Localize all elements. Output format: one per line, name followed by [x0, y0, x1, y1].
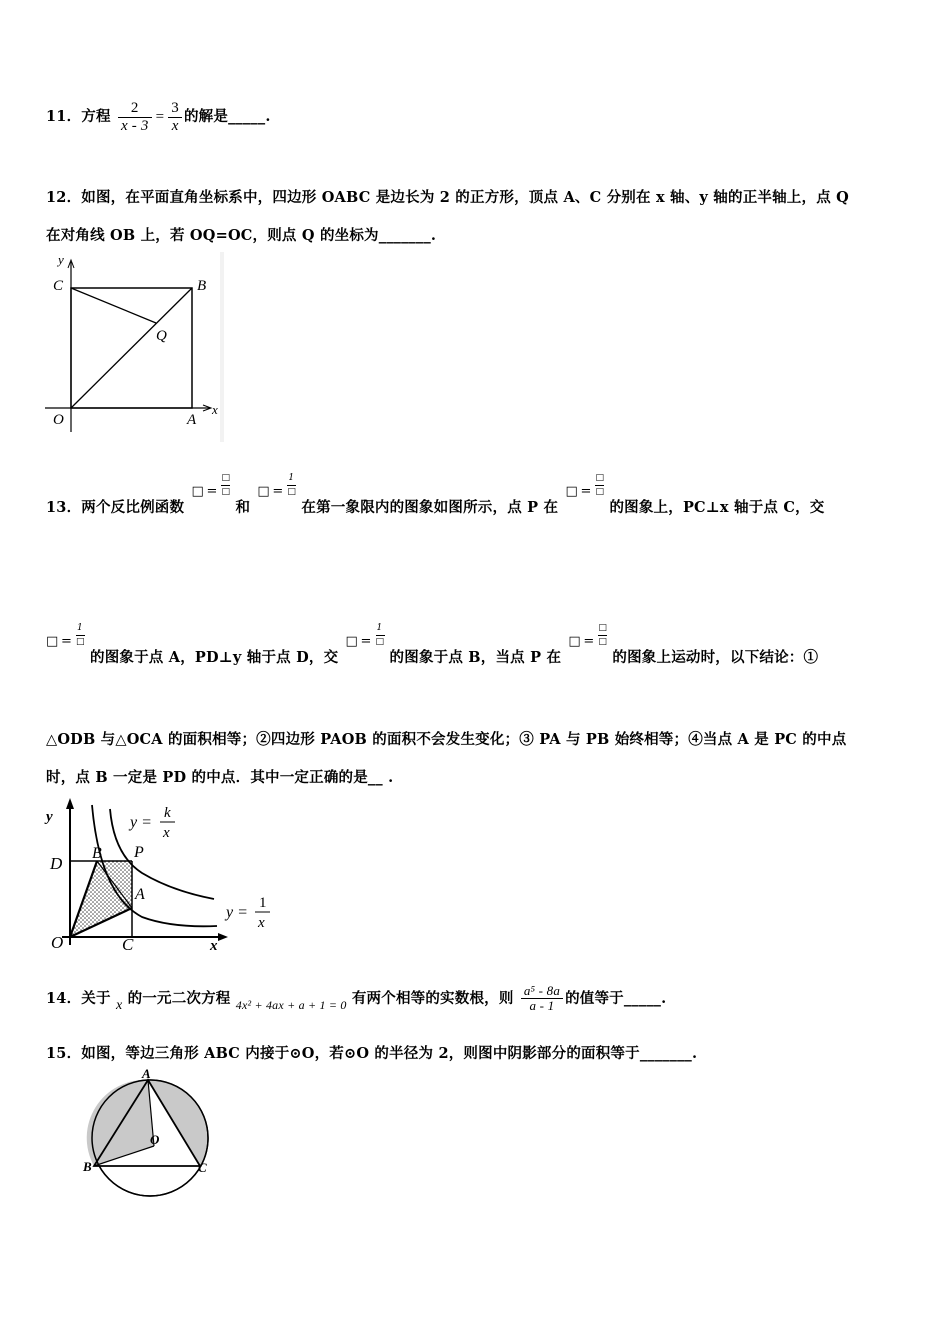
q13-curve1-y: y =: [130, 814, 152, 831]
q14-mid: 的一元二次方程: [127, 989, 231, 1007]
q13-curve2-num: 1: [259, 895, 267, 911]
question-14: [46, 984, 666, 1014]
q11-suffix: 的解是_____.: [183, 108, 271, 125]
question-15: 15．如图，等边三角形 ABC 内接于⊙O，若⊙O 的半径为 2，则图中阴影部分的面积等于_______.: [46, 1045, 698, 1062]
q13-label-O: O: [51, 933, 64, 952]
q13-label-y: y: [46, 809, 53, 825]
q13-part-b: 在第一象限内的图象如图所示，点 P 在: [301, 499, 559, 516]
q12-label-C: C: [53, 278, 64, 294]
q14-number: 14．: [46, 989, 82, 1007]
q13-curve2-y: y =: [226, 904, 248, 921]
q11-rhs-num: 3: [168, 100, 182, 118]
q13-func-2: □ = 1 □: [257, 473, 297, 499]
q13-part-c: 的图象上，PC⊥x 轴于点 C，交: [609, 499, 825, 516]
question-12-line1: 12．如图，在平面直角坐标系中，四边形 OABC 是边长为 2 的正方形，顶点 A、C 分别在 x 轴、y 轴的正半轴上，点 Q: [46, 189, 849, 206]
q12-label-Q: Q: [156, 328, 167, 344]
q13-label-C: C: [122, 935, 134, 954]
q13-func-4: □ = 1 □: [46, 623, 85, 649]
q13-part-e: 的图象于点 B，当点 P 在: [389, 649, 562, 666]
q13-label-B: B: [92, 845, 102, 862]
q11-lhs-fraction: [118, 100, 152, 134]
q14-equation: 4x² + 4ax + a + 1 = 0: [235, 997, 347, 1012]
q12-label-A: A: [187, 412, 197, 428]
q14-frac-num: a⁵ - 8a: [521, 984, 563, 999]
q14-frac-den: a - 1: [529, 998, 555, 1014]
q13-func-3: □ = □ □: [565, 473, 605, 499]
q14-suffix: 的值等于_____.: [565, 989, 667, 1007]
q11-number: 11．: [46, 108, 82, 125]
question-13-line2: [44, 623, 819, 678]
q13-label-P: P: [134, 844, 144, 861]
q12-label-y: y: [58, 252, 64, 267]
q13-figure: [42, 795, 292, 955]
q15-label-A: A: [142, 1066, 151, 1081]
q12-label-x: x: [212, 402, 218, 417]
q14-fraction: [521, 984, 563, 1014]
q15-label-C: C: [198, 1160, 207, 1175]
q13-func-1: □ = □ □: [191, 473, 231, 499]
question-12-line2: 在对角线 OB 上，若 OQ=OC，则点 Q 的坐标为_______.: [46, 227, 437, 244]
q13-curve2-den: x: [258, 915, 265, 931]
q13-label-x: x: [210, 938, 218, 954]
q13-number: 13．: [46, 499, 82, 516]
q11-lhs-den: x - 3: [120, 117, 149, 134]
q13-func-6: □ = □ □: [568, 623, 608, 649]
q14-variable: x: [115, 997, 123, 1013]
q13-part-a: 两个反比例函数: [81, 499, 185, 516]
q13-label-A: A: [135, 886, 145, 903]
q14-prefix: 关于: [81, 989, 111, 1007]
q15-figure: [80, 1066, 220, 1206]
q13-part-f: 的图象上运动时，以下结论：①: [612, 649, 819, 666]
q12-label-B: B: [197, 278, 207, 294]
q14-mid2: 有两个相等的实数根，则: [351, 989, 514, 1007]
q15-label-O: O: [150, 1132, 160, 1147]
q11-prefix: 方程: [81, 108, 111, 125]
q13-part-d: 的图象于点 A，PD⊥y 轴于点 D，交: [90, 649, 339, 666]
q13-curve1-num: k: [164, 805, 171, 821]
question-13-line4: 时，点 B 一定是 PD 的中点．其中一定正确的是__ .: [46, 769, 394, 786]
question-13-line1: [46, 473, 825, 528]
q13-func-5: □ = 1 □: [345, 623, 385, 649]
q11-equals: =: [155, 109, 165, 125]
q13-curve1-den: x: [163, 825, 170, 841]
q12-label-O: O: [53, 412, 64, 428]
q15-label-B: B: [83, 1159, 92, 1174]
question-11: [46, 100, 271, 134]
q13-and: 和: [235, 499, 251, 516]
question-13-line3: △ODB 与△OCA 的面积相等；②四边形 PAOB 的面积不会发生变化；③ PA 与 PB 始终相等；④当点 A 是 PC 的中点: [46, 731, 847, 748]
q11-rhs-den: x: [171, 117, 179, 134]
q11-lhs-num: 2: [118, 100, 152, 118]
q13-label-D: D: [50, 854, 63, 873]
q11-rhs-fraction: [168, 100, 182, 134]
q12-figure: [40, 252, 230, 442]
